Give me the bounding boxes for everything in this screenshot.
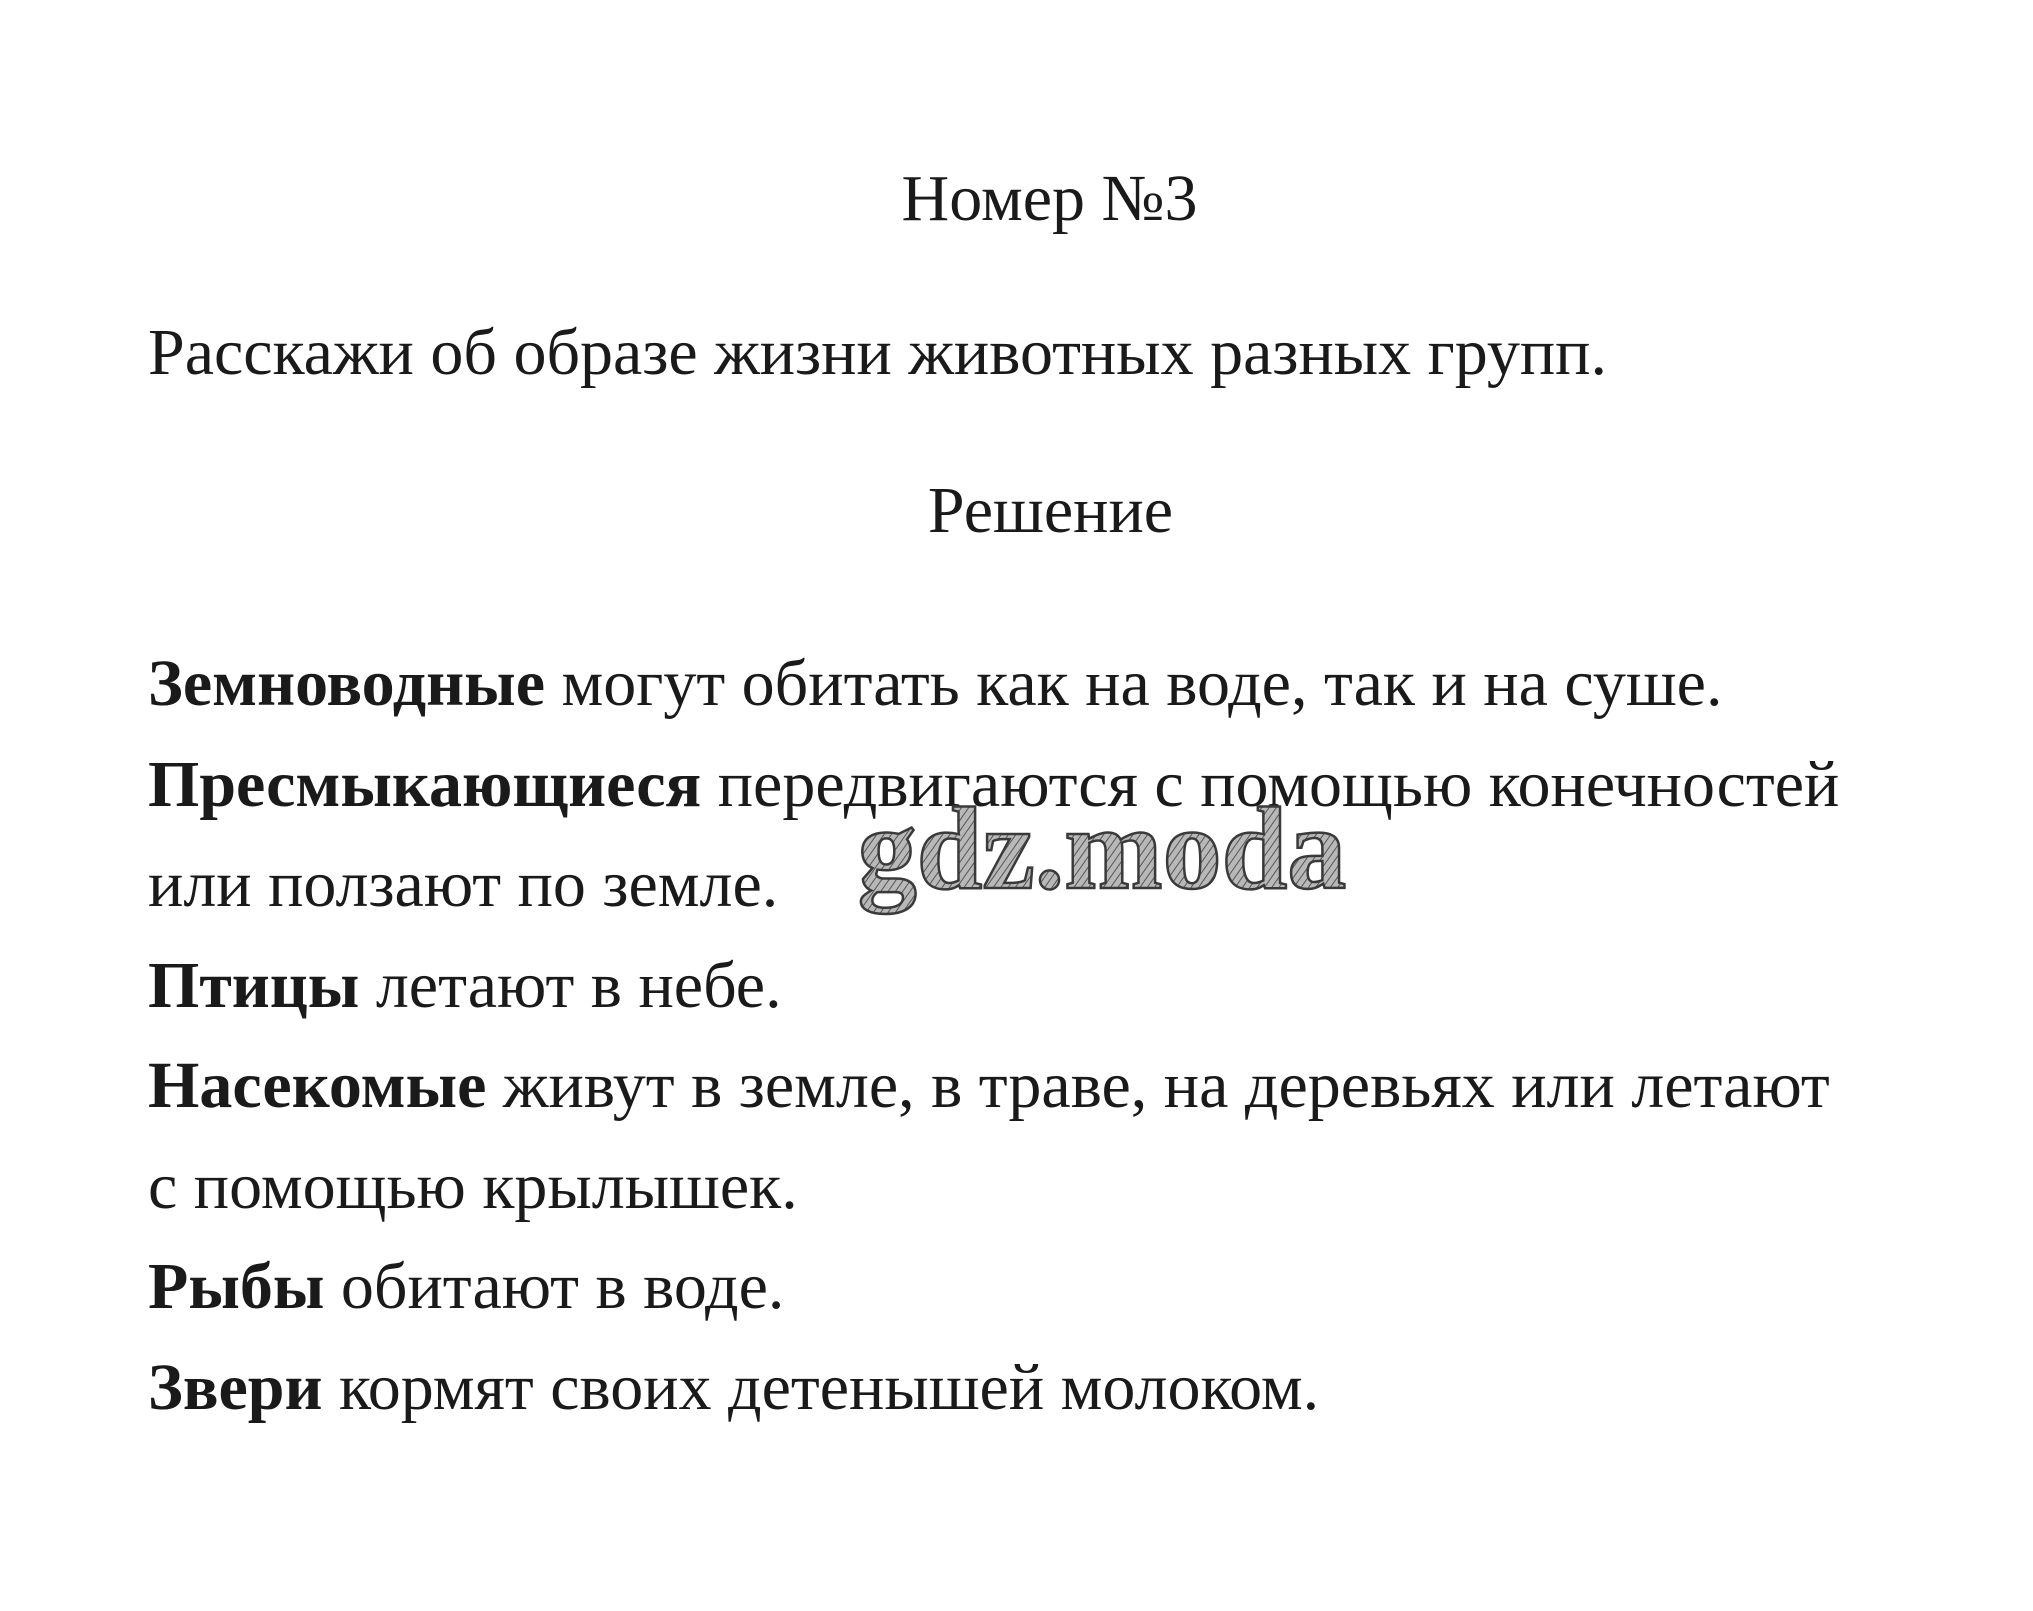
answer-line-birds <box>148 936 1998 1037</box>
watermark-logo <box>812 790 1392 920</box>
answer-text: обитают в воде. <box>324 1250 785 1323</box>
answer-text: могут обитать как на воде, так и на суше. <box>545 647 1723 720</box>
answer-term: Насекомые <box>148 1049 487 1122</box>
page-title: Номер №3 <box>901 162 1198 235</box>
answer-line-mammals <box>148 1338 1998 1439</box>
answer-term: Звери <box>148 1350 323 1424</box>
solution-body <box>148 634 1998 1438</box>
answer-text: с помощью крылышек. <box>148 1149 798 1223</box>
watermark-text: gdz.moda <box>857 790 1347 914</box>
answer-line-amphibians <box>148 634 1998 735</box>
answer-term: Земноводные <box>148 647 545 720</box>
answer-line-insects-cont <box>148 1137 1998 1238</box>
answer-text: передвигаются с помощью конечностей <box>701 747 1840 821</box>
answer-line-fish <box>148 1237 1998 1338</box>
answer-term: Рыбы <box>148 1250 325 1323</box>
answer-text: кормят своих детенышей молоком. <box>322 1350 1320 1424</box>
answer-line-insects <box>148 1036 1998 1137</box>
answer-term: Птицы <box>148 948 360 1022</box>
task-text: Расскажи об образе жизни животных разных групп. <box>148 316 1607 389</box>
answer-term: Пресмыкающиеся <box>148 747 702 821</box>
answer-text: или ползают по земле. <box>148 848 779 921</box>
answer-text: летают в небе. <box>359 948 782 1022</box>
solution-title: Решение <box>927 474 1174 547</box>
answer-text: живут в земле, в траве, на деревьях или летают <box>486 1049 1830 1122</box>
